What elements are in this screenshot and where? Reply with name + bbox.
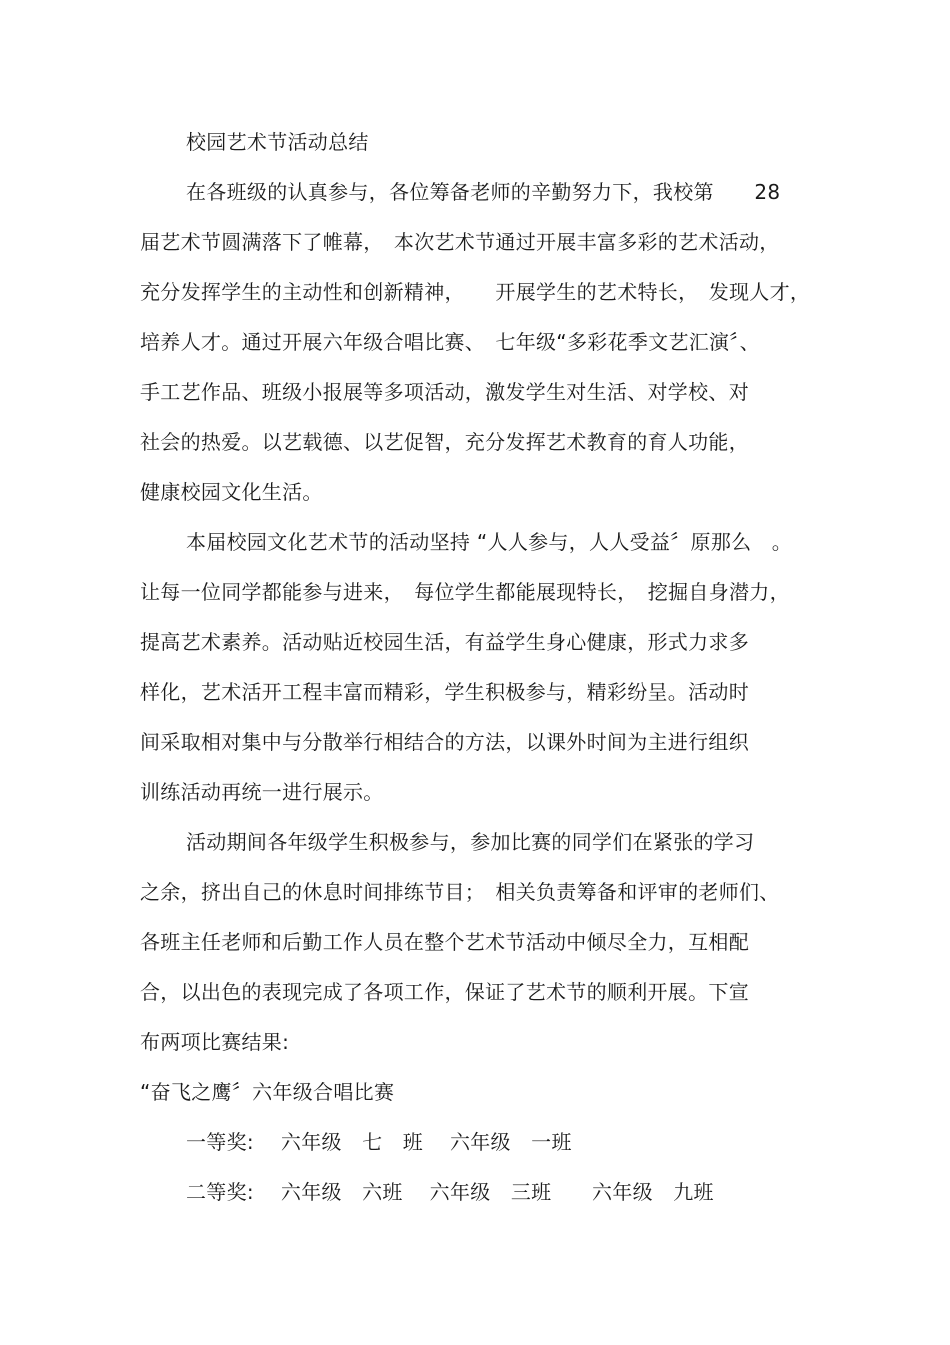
paragraph-3-line-3: 各班主任老师和后勤工作人员在整个艺术节活动中倾尽全力，互相配 [140,930,749,954]
paragraph-3-line-1: 活动期间各年级学生积极参与，参加比赛的同学们在紧张的学习 [186,830,755,854]
award-second-prize: 二等奖: 六年级 六班 六年级 三班 六年级 九班 [186,1180,714,1204]
paragraph-2-line-6: 训练活动再统一进行展示。 [140,780,384,804]
award-first-prize: 一等奖: 六年级 七 班 六年级 一班 [186,1130,572,1154]
paragraph-1-line-6: 社会的热爱。以艺载德、以艺促智，充分发挥艺术教育的育人功能， [140,430,749,454]
paragraph-1-line-1: 在各班级的认真参与，各位筹备老师的辛勤努力下，我校第 28 [186,180,781,204]
contest-title: “奋飞之鹰〞六年级合唱比赛 [140,1080,395,1104]
paragraph-3-line-4: 合，以出色的表现完成了各项工作，保证了艺术节的顺利开展。下宣 [140,980,749,1004]
document-title: 校园艺术节活动总结 [186,130,369,154]
paragraph-1-line-3: 充分发挥学生的主动性和创新精神， 开展学生的艺术特长， 发现人才， [140,280,811,304]
paragraph-1-line-5: 手工艺作品、班级小报展等多项活动，激发学生对生活、对学校、对 [140,380,749,404]
paragraph-3-line-2: 之余，挤出自己的休息时间排练节目； 相关负责筹备和评审的老师们、 [140,880,780,904]
paragraph-2-line-3: 提高艺术素养。活动贴近校园生活，有益学生身心健康，形式力求多 [140,630,749,654]
paragraph-2-line-2: 让每一位同学都能参与进来， 每位学生都能展现特长， 挖掘自身潜力， [140,580,790,604]
paragraph-1-line-7: 健康校园文化生活。 [140,480,323,504]
paragraph-1-line-4: 培养人才。通过开展六年级合唱比赛、 七年级“多彩花季文艺汇演〞、 [140,330,760,354]
paragraph-2-line-4: 样化，艺术活开工程丰富而精彩，学生积极参与，精彩纷呈。活动时 [140,680,749,704]
paragraph-3-line-5: 布两项比赛结果: [140,1030,290,1054]
paragraph-2-line-5: 间采取相对集中与分散举行相结合的方法，以课外时间为主进行组织 [140,730,749,754]
paragraph-1-line-2: 届艺术节圆满落下了帷幕， 本次艺术节通过开展丰富多彩的艺术活动， [140,230,780,254]
paragraph-2-line-1: 本届校园文化艺术节的活动坚持 “人人参与，人人受益〞原那么 。 [186,530,793,554]
